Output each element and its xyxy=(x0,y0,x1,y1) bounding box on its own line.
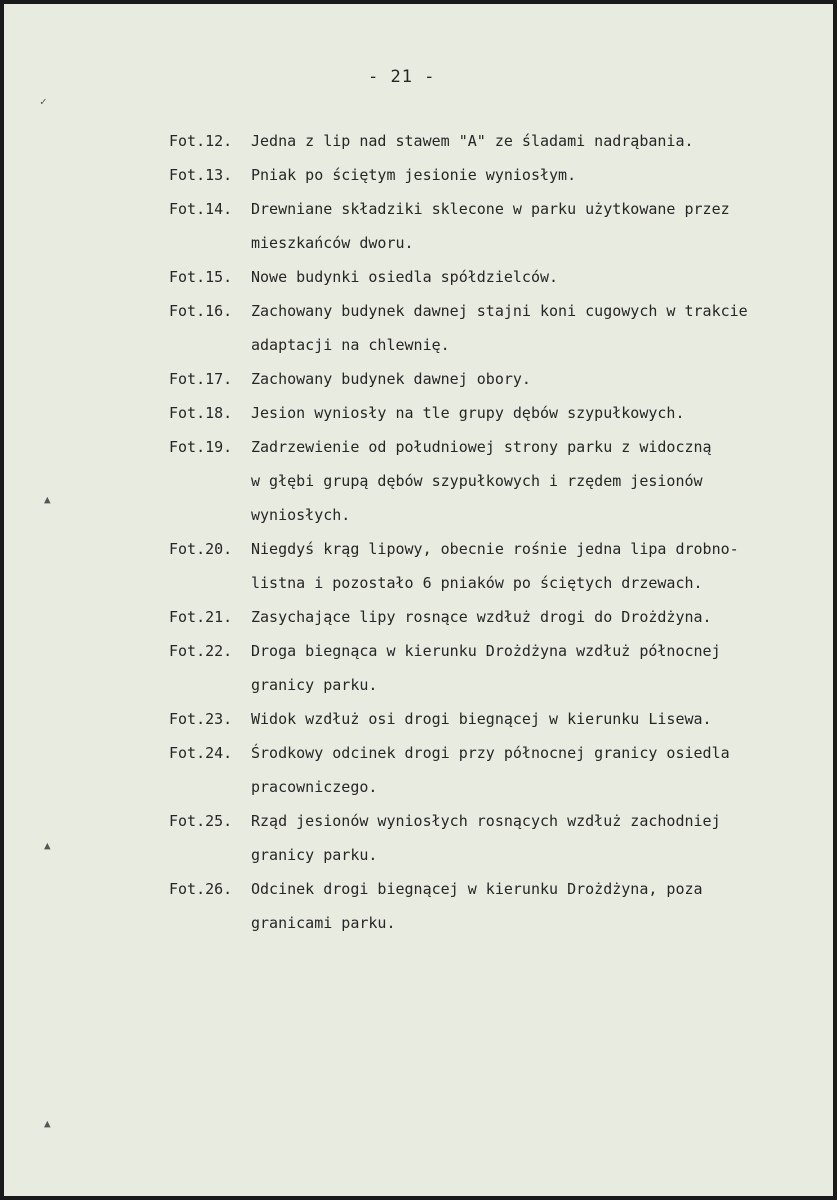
photo-caption-entry xyxy=(169,532,829,600)
photo-caption-text xyxy=(251,260,829,294)
caption-line: pracowniczego. xyxy=(251,778,378,796)
caption-line: Zasychające lipy rosnące wzdłuż drogi do Drożdżyna. xyxy=(251,608,712,626)
photo-number-label: Fot.18. xyxy=(169,404,233,422)
document-page xyxy=(4,4,833,1196)
caption-line: wyniosłych. xyxy=(251,506,351,524)
caption-line: Droga biegnąca w kierunku Drożdżyna wzdłuż północnej xyxy=(251,642,721,660)
photo-number-label: Fot.19. xyxy=(169,438,233,456)
caption-line: Jesion wyniosły na tle grupy dębów szypułkowych. xyxy=(251,404,685,422)
photo-number-label: Fot.26. xyxy=(169,880,233,898)
caption-line: w głębi grupą dębów szypułkowych i rzędem jesionów xyxy=(251,472,703,490)
caption-line: Odcinek drogi biegnącej w kierunku Drożdżyna, poza xyxy=(251,880,703,898)
caption-line: Zachowany budynek dawnej obory. xyxy=(251,370,531,388)
photo-caption-entry xyxy=(169,702,829,736)
caption-line: granicy parku. xyxy=(251,676,378,694)
caption-line: Zachowany budynek dawnej stajni koni cugowych w trakcie xyxy=(251,302,748,320)
photo-caption-entry xyxy=(169,124,829,158)
photo-caption-text xyxy=(251,158,829,192)
photo-caption-entry xyxy=(169,158,829,192)
photo-caption-entry xyxy=(169,634,829,702)
caption-line: Środkowy odcinek drogi przy północnej granicy osiedla xyxy=(251,744,730,762)
photo-caption-entry xyxy=(169,260,829,294)
photo-number-label: Fot.25. xyxy=(169,812,233,830)
photo-caption-text xyxy=(251,702,829,736)
photo-caption-entry xyxy=(169,430,829,532)
photo-caption-entry xyxy=(169,872,829,940)
photo-caption-text xyxy=(251,532,829,600)
photo-caption-entry xyxy=(169,294,829,362)
photo-number-label: Fot.13. xyxy=(169,166,233,184)
photo-caption-text xyxy=(251,192,829,260)
photo-caption-text xyxy=(251,362,829,396)
photo-caption-text xyxy=(251,804,829,872)
photo-caption-entry xyxy=(169,192,829,260)
caption-line: Drewniane składziki sklecone w parku użytkowane przez xyxy=(251,200,730,218)
photo-caption-text xyxy=(251,396,829,430)
caption-line: Nowe budynki osiedla spółdzielców. xyxy=(251,268,559,286)
caption-line: granicy parku. xyxy=(251,846,378,864)
photo-caption-text xyxy=(251,294,829,362)
photo-number-label: Fot.21. xyxy=(169,608,233,626)
photo-caption-entry xyxy=(169,736,829,804)
caption-line: adaptacji na chlewnię. xyxy=(251,336,450,354)
binder-hole-icon: ▲ xyxy=(44,839,51,852)
photo-number-label: Fot.22. xyxy=(169,642,233,660)
binder-hole-icon: ▲ xyxy=(44,1117,51,1130)
caption-line: mieszkańców dworu. xyxy=(251,234,414,252)
photo-caption-entry xyxy=(169,804,829,872)
photo-number-label: Fot.20. xyxy=(169,540,233,558)
photo-caption-text xyxy=(251,872,829,940)
caption-line: Widok wzdłuż osi drogi biegnącej w kierunku Lisewa. xyxy=(251,710,712,728)
binder-hole-icon: ▲ xyxy=(44,493,51,506)
caption-line: Niegdyś krąg lipowy, obecnie rośnie jedna lipa drobno- xyxy=(251,540,739,558)
photo-caption-text xyxy=(251,430,829,532)
photo-number-label: Fot.17. xyxy=(169,370,233,388)
caption-line: Rząd jesionów wyniosłych rosnących wzdłuż zachodniej xyxy=(251,812,721,830)
photo-caption-text xyxy=(251,124,829,158)
caption-line: granicami parku. xyxy=(251,914,396,932)
caption-line: listna i pozostało 6 pniaków po ściętych drzewach. xyxy=(251,574,703,592)
photo-number-label: Fot.23. xyxy=(169,710,233,728)
photo-number-label: Fot.15. xyxy=(169,268,233,286)
photo-number-label: Fot.24. xyxy=(169,744,233,762)
caption-line: Jedna z lip nad stawem "A" ze śladami nadrąbania. xyxy=(251,132,694,150)
photo-caption-entry xyxy=(169,600,829,634)
photo-caption-entry xyxy=(169,396,829,430)
caption-line: Pniak po ściętym jesionie wyniosłym. xyxy=(251,166,577,184)
page-number: - 21 - xyxy=(368,67,436,87)
photo-caption-list xyxy=(169,124,829,940)
photo-caption-text xyxy=(251,600,829,634)
photo-caption-entry xyxy=(169,362,829,396)
photo-number-label: Fot.12. xyxy=(169,132,233,150)
photo-caption-text xyxy=(251,634,829,702)
caption-line: Zadrzewienie od południowej strony parku z widoczną xyxy=(251,438,712,456)
photo-number-label: Fot.14. xyxy=(169,200,233,218)
photo-number-label: Fot.16. xyxy=(169,302,233,320)
photo-caption-text xyxy=(251,736,829,804)
margin-mark-icon: ✓ xyxy=(40,95,47,108)
